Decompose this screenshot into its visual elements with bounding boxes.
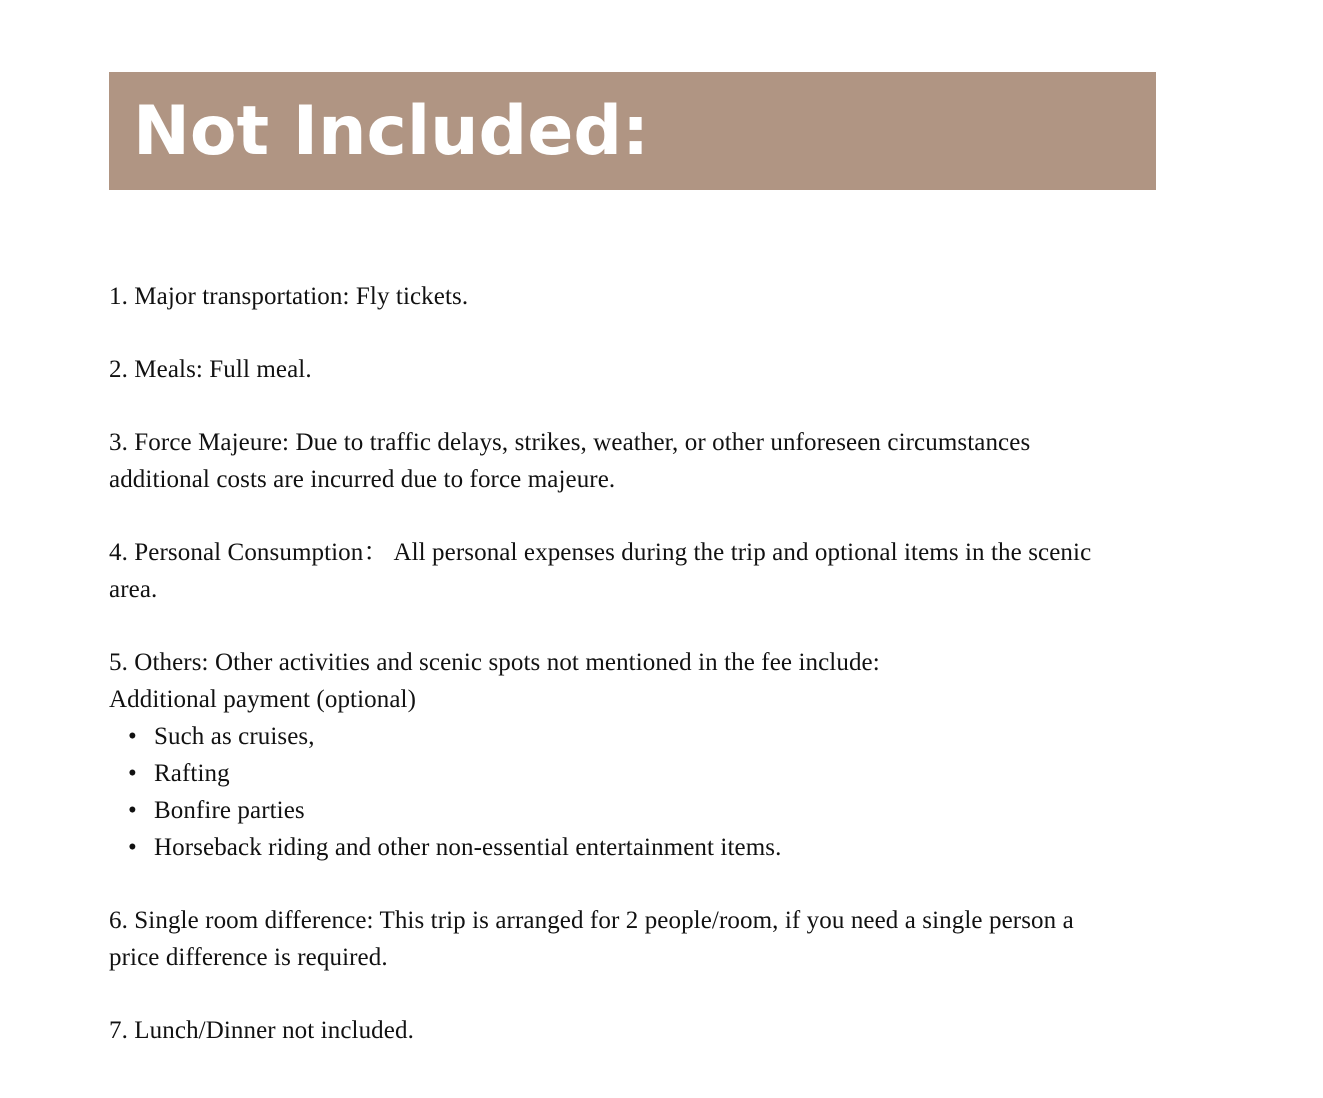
item-text: 1. Major transportation: Fly tickets. [109, 283, 469, 310]
optional-activities-list [109, 718, 1119, 866]
list-item-others [109, 644, 1119, 866]
bullet-item: • Such as cruises, [109, 718, 1119, 755]
list-item-single-room [109, 902, 1119, 976]
bullet-item: • Rafting [109, 755, 1119, 792]
bullet-item: • Horseback riding and other non-essential entertainment items. [109, 829, 1119, 866]
list-item-meals [109, 351, 1119, 388]
list-item-force-majeure [109, 424, 1119, 498]
list-item-personal-consumption [109, 534, 1119, 608]
list-item-lunch-dinner [109, 1012, 1119, 1049]
item-subtext: Additional payment (optional) [109, 686, 417, 713]
not-included-list [109, 278, 1119, 1085]
list-item-transportation [109, 278, 1119, 315]
page-title: Not Included: [133, 92, 650, 171]
header-banner [109, 72, 1156, 190]
item-text: 7. Lunch/Dinner not included. [109, 1017, 414, 1044]
item-text: 3. Force Majeure: Due to traffic delays, strikes, weather, or other unforeseen circumstances additional costs are incurred due to force majeure. [109, 429, 1031, 493]
item-text: 6. Single room difference: This trip is arranged for 2 people/room, if you need a single person a price difference is required. [109, 907, 1074, 971]
item-text: 2. Meals: Full meal. [109, 356, 312, 383]
bullet-item: • Bonfire parties [109, 792, 1119, 829]
item-text: 4. Personal Consumption： All personal expenses during the trip and optional items in the scenic area. [109, 539, 1092, 603]
item-text: 5. Others: Other activities and scenic spots not mentioned in the fee include: [109, 649, 880, 676]
